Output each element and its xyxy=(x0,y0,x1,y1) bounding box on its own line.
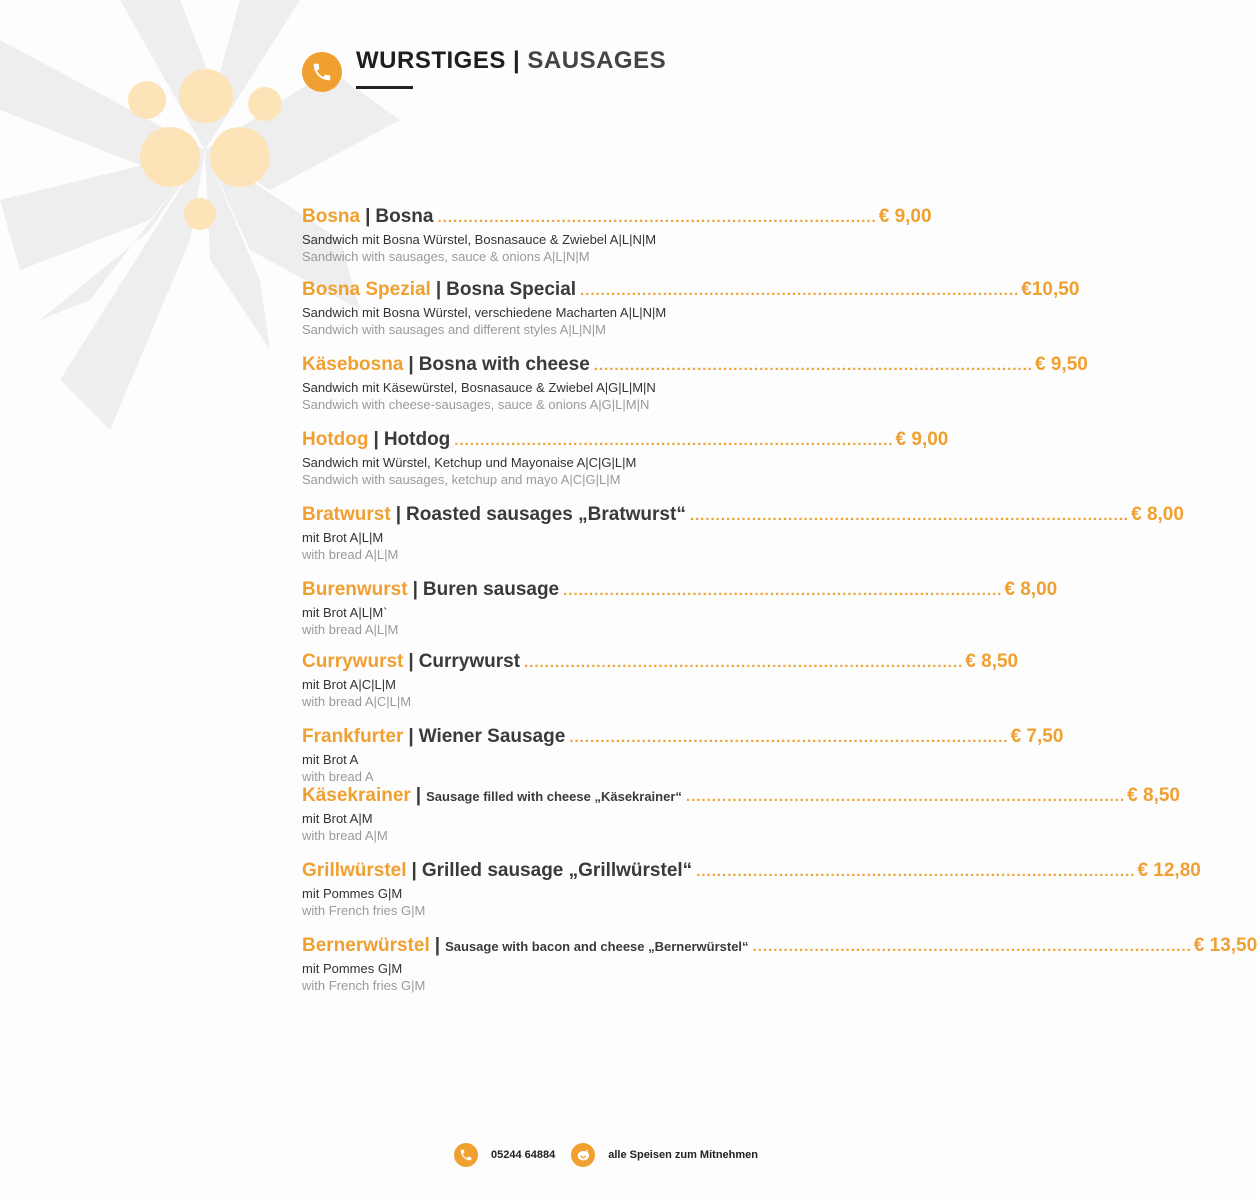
menu-item: Bernerwürstel | Sausage with bacon and cheese „Bernerwürstel“ ..................................................................................... € 13,50 mit Pommes G|M with French fries G|M xyxy=(302,935,1257,993)
item-description-de: Sandwich mit Bosna Würstel, verschiedene Macharten A|L|N|M xyxy=(302,305,667,320)
item-description-en: with French fries G|M xyxy=(302,903,426,918)
menu-item: Bosna Spezial | Bosna Special ..................................................................................... €10,50 Sandwich mit Bosna Würstel, verschiedene Macharten A|L|N|M Sandwich with sausages and different styles A|L|N|M xyxy=(302,279,1080,337)
item-name-en: Bosna xyxy=(375,206,434,227)
menu-item: Frankfurter | Wiener Sausage ..................................................................................... € 7,50 mit Brot A with bread A xyxy=(302,726,1064,784)
dot-leader: ..................................................................................... xyxy=(580,282,1020,299)
item-description-de: mit Pommes G|M xyxy=(302,886,403,901)
dot-leader: ..................................................................................... xyxy=(569,729,1009,746)
menu-item: Bosna | Bosna ..................................................................................... € 9,00 Sandwich mit Bosna Würstel, Bosnasauce & Zwiebel A|L|N|M Sandwich with sausages, sauce & onions A|L|N|M xyxy=(302,206,932,264)
item-description-en: with bread A|C|L|M xyxy=(302,694,412,709)
menu-item: Käsebosna | Bosna with cheese ..................................................................................... € 9,50 Sandwich mit Käsewürstel, Bosnasauce & Zwiebel A|G|L|M|N Sandwich with cheese-sausages, sauce & onions A|G|L|M|N xyxy=(302,354,1088,412)
dot-leader: ..................................................................................... xyxy=(454,432,894,449)
item-name-en: Bosna Special xyxy=(446,279,577,300)
item-description-en: Sandwich with sausages, ketchup and mayo A|C|G|L|M xyxy=(302,472,621,487)
phone-number[interactable]: 05244 64884 xyxy=(491,1149,556,1161)
item-description-de: mit Brot A|L|M xyxy=(302,530,384,545)
item-name-en: Currywurst xyxy=(418,651,521,672)
item-description-en: with French fries G|M xyxy=(302,978,426,993)
item-price: € 8,00 xyxy=(1131,504,1184,525)
item-description-de: mit Brot A xyxy=(302,752,359,767)
item-description-en: with bread A|L|M xyxy=(302,547,399,562)
item-price: € 12,80 xyxy=(1137,860,1201,881)
item-description-de: Sandwich mit Würstel, Ketchup und Mayonaise A|C|G|L|M xyxy=(302,455,637,470)
dot-leader: ..................................................................................... xyxy=(689,507,1130,524)
item-name-en: Grilled sausage „Grillwürstel“ xyxy=(421,860,693,881)
title-underline xyxy=(356,86,413,89)
item-price: € 8,00 xyxy=(1004,579,1058,600)
item-name-de: Bernerwürstel xyxy=(302,935,430,956)
takeaway-icon xyxy=(571,1143,595,1167)
page-title xyxy=(356,48,666,74)
item-name-de: Bosna Spezial xyxy=(302,279,431,300)
takeaway-note: alle Speisen zum Mitnehmen xyxy=(608,1149,758,1161)
menu-item: Burenwurst | Buren sausage ..................................................................................... € 8,00 mit Brot A|L|M` with bread A|L|M xyxy=(302,579,1058,637)
item-description-de: mit Brot A|C|L|M xyxy=(302,677,396,692)
dot-leader: ..................................................................................... xyxy=(593,357,1034,374)
item-name-de: Käsebosna xyxy=(302,354,404,375)
item-description-de: Sandwich mit Bosna Würstel, Bosnasauce & Zwiebel A|L|N|M xyxy=(302,232,657,247)
menu-item: Käsekrainer | Sausage filled with cheese „Käsekrainer“ ..................................................................................... € 8,50 mit Brot A|M with bread A|M xyxy=(302,785,1180,843)
item-name-de: Bratwurst xyxy=(302,504,391,525)
item-name-en: Hotdog xyxy=(383,429,451,450)
menu-item: Currywurst | Currywurst ..................................................................................... € 8,50 mit Brot A|C|L|M with bread A|C|L|M xyxy=(302,651,1019,709)
footer xyxy=(454,1142,758,1168)
dot-leader: ..................................................................................... xyxy=(524,654,964,671)
item-price: € 9,00 xyxy=(878,206,932,227)
item-price: €10,50 xyxy=(1021,279,1080,300)
item-name-de: Hotdog xyxy=(302,429,369,450)
item-description-de: mit Brot A|L|M` xyxy=(302,605,388,620)
item-description-en: with bread A|L|M xyxy=(302,622,399,637)
item-name-en: Sausage with bacon and cheese „Bernerwürstel“ xyxy=(445,939,749,954)
item-name-en: Roasted sausages „Bratwurst“ xyxy=(406,504,686,525)
menu-item: Grillwürstel | Grilled sausage „Grillwürstel“ ..................................................................................... € 12,80 mit Pommes G|M with French fries G|M xyxy=(302,860,1201,918)
dot-leader: ..................................................................................... xyxy=(563,582,1003,599)
item-price: € 8,50 xyxy=(965,651,1019,672)
dot-leader: ..................................................................................... xyxy=(696,863,1136,880)
item-name-de: Käsekrainer xyxy=(302,785,411,806)
menu-item: Hotdog | Hotdog ..................................................................................... € 9,00 Sandwich mit Würstel, Ketchup und Mayonaise A|C|G|L|M Sandwich with sausages, ketchup and mayo A|C|G|L|M xyxy=(302,429,949,487)
item-name-de: Frankfurter xyxy=(302,726,404,747)
item-description-en: with bread A xyxy=(302,769,374,784)
title-english: SAUSAGES xyxy=(527,47,667,74)
item-price: € 9,00 xyxy=(895,429,949,450)
phone-icon xyxy=(454,1143,478,1167)
title-german: WURSTIGES xyxy=(356,47,506,74)
item-price: € 9,50 xyxy=(1035,354,1088,375)
phone-icon xyxy=(302,52,342,92)
item-description-en: Sandwich with cheese-sausages, sauce & onions A|G|L|M|N xyxy=(302,397,650,412)
item-description-en: with bread A|M xyxy=(302,828,388,843)
item-name-de: Currywurst xyxy=(302,651,404,672)
item-description-en: Sandwich with sausages and different styles A|L|N|M xyxy=(302,322,606,337)
dot-leader: ..................................................................................... xyxy=(685,788,1126,805)
dot-leader: ..................................................................................... xyxy=(752,938,1192,955)
item-price: € 7,50 xyxy=(1010,726,1064,747)
item-name-en: Wiener Sausage xyxy=(418,726,566,747)
title-separator: | xyxy=(513,47,521,74)
item-name-de: Grillwürstel xyxy=(302,860,407,881)
item-price: € 13,50 xyxy=(1193,935,1257,956)
item-name-de: Bosna xyxy=(302,206,361,227)
item-name-en: Sausage filled with cheese „Käsekrainer“ xyxy=(426,789,682,804)
item-price: € 8,50 xyxy=(1127,785,1180,806)
item-name-en: Buren sausage xyxy=(422,579,560,600)
item-description-en: Sandwich with sausages, sauce & onions A|L|N|M xyxy=(302,249,590,264)
item-description-de: Sandwich mit Käsewürstel, Bosnasauce & Zwiebel A|G|L|M|N xyxy=(302,380,656,395)
item-description-de: mit Brot A|M xyxy=(302,811,373,826)
dot-leader: ..................................................................................... xyxy=(437,209,877,226)
menu-item: Bratwurst | Roasted sausages „Bratwurst“ ..................................................................................... € 8,00 mit Brot A|L|M with bread A|L|M xyxy=(302,504,1184,562)
item-name-de: Burenwurst xyxy=(302,579,408,600)
item-name-en: Bosna with cheese xyxy=(418,354,590,375)
item-description-de: mit Pommes G|M xyxy=(302,961,403,976)
